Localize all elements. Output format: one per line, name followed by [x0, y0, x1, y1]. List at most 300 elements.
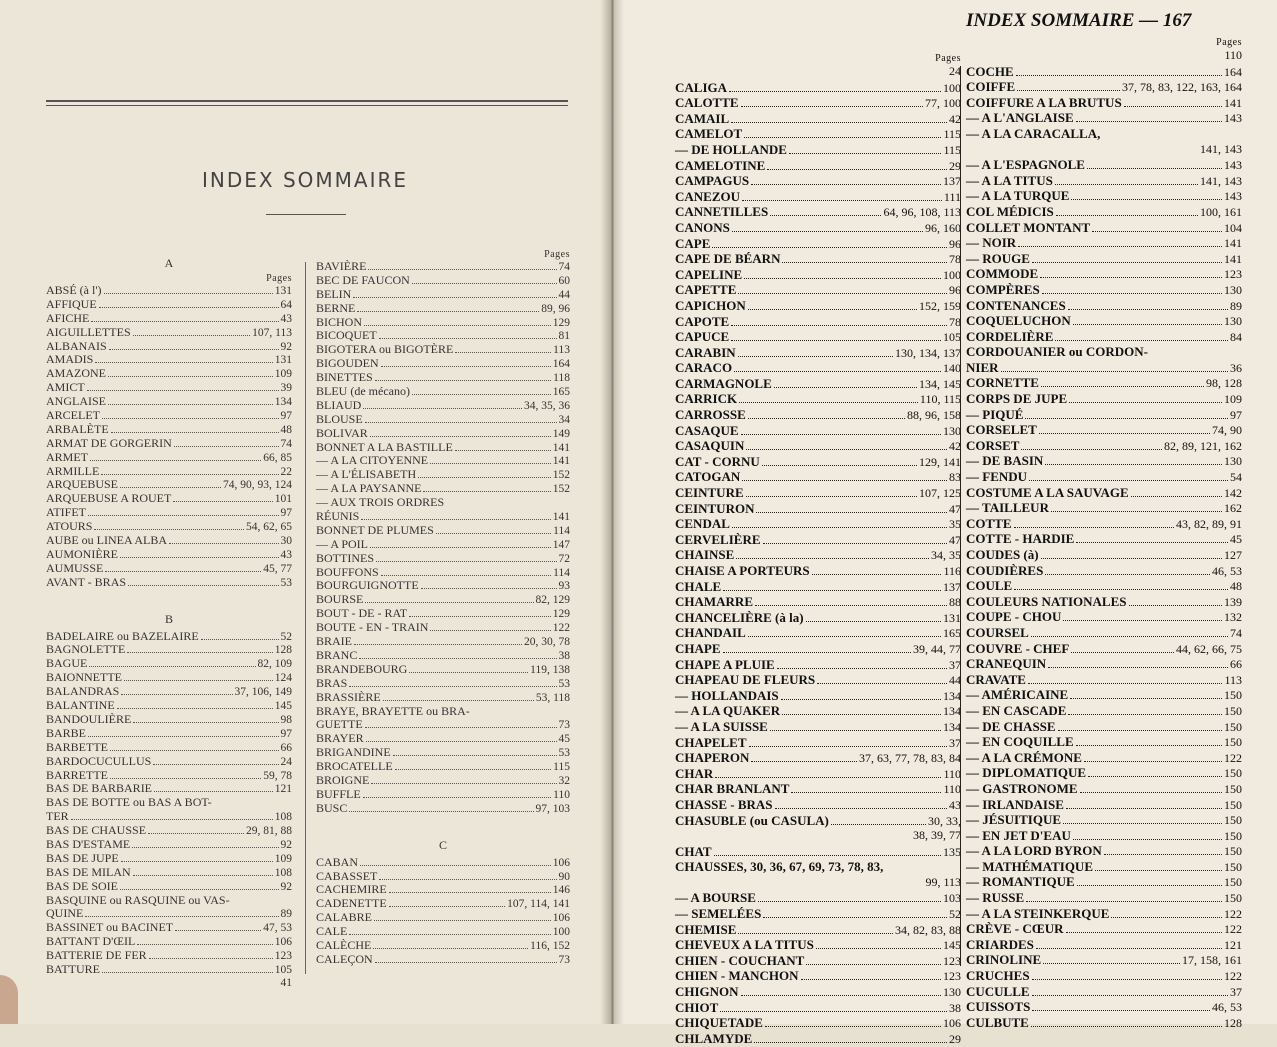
dot-leader	[1080, 792, 1222, 793]
entry-term: CHAT	[675, 843, 712, 859]
entry-pages: 100	[943, 267, 961, 282]
entry-pages: 47, 53	[263, 922, 292, 935]
entry-term: COSTUME A LA SAUVAGE	[966, 484, 1129, 500]
index-entry	[675, 781, 961, 797]
index-entry	[675, 111, 961, 127]
entry-term: CHAINSE	[675, 547, 735, 563]
entry-pages: 66	[1230, 657, 1242, 672]
index-entry	[316, 953, 570, 967]
dot-leader	[363, 408, 522, 409]
entry-pages: 89	[280, 908, 292, 921]
index-entry	[46, 562, 292, 576]
index-entry	[46, 782, 292, 796]
entry-pages: 22	[280, 465, 292, 478]
dot-leader	[354, 644, 522, 645]
index-entry	[316, 635, 570, 649]
entry-pages: 53, 118	[535, 691, 570, 704]
entry-term: CARROSSE	[675, 407, 746, 423]
entry-term: CHAPE	[675, 640, 721, 656]
index-entry	[46, 894, 292, 908]
dot-leader	[1068, 309, 1228, 310]
entry-pages: 115	[553, 761, 570, 774]
dot-leader	[137, 944, 272, 945]
entry-term: CAPE	[675, 235, 711, 251]
index-entry	[675, 345, 961, 361]
dot-leader	[120, 557, 279, 558]
index-entry	[966, 609, 1242, 625]
dot-leader	[1111, 917, 1222, 918]
entry-term: ATIFET	[46, 505, 86, 520]
dot-leader	[360, 865, 551, 866]
index-entry	[316, 607, 570, 621]
entry-pages: 110	[943, 782, 961, 797]
dot-leader	[738, 933, 893, 934]
entry-term: BLIAUD	[316, 397, 362, 412]
entry-term: CHANCELIÈRE (à la)	[675, 609, 804, 625]
dot-leader	[748, 309, 917, 310]
entry-term: COUDIÈRES	[966, 562, 1044, 578]
entry-term: ARMAT DE GORGERIN	[46, 435, 172, 450]
dot-leader	[173, 501, 272, 502]
dot-leader	[353, 297, 556, 298]
dot-leader	[365, 602, 533, 603]
index-entry	[46, 381, 292, 395]
entry-pages: 73	[558, 719, 570, 732]
entry-term: BATTERIE DE FER	[46, 948, 147, 963]
dot-leader	[409, 672, 528, 673]
entry-pages: 164	[552, 358, 570, 371]
entry-term: — EN JET D'EAU	[966, 827, 1071, 843]
entry-pages: 129, 141	[919, 454, 961, 469]
entry-pages: 44	[949, 673, 961, 688]
entry-term: COIFFURE A LA BRUTUS	[966, 94, 1122, 110]
entry-term: CAPELINE	[675, 266, 743, 282]
index-entry	[46, 741, 292, 755]
entry-pages: 152	[552, 469, 570, 482]
dot-leader	[1041, 558, 1222, 559]
dot-leader	[1084, 761, 1222, 762]
entry-term: AFICHE	[46, 310, 90, 325]
entry-pages: 128	[274, 644, 292, 657]
index-entry	[46, 520, 292, 534]
entry-pages: 132	[1224, 610, 1242, 625]
entry-pages: 106	[552, 856, 570, 869]
entry-pages: 66	[280, 741, 292, 754]
entry-term: ATOURS	[46, 519, 93, 534]
entry-pages: 38	[949, 1000, 961, 1015]
entry-pages: 20, 30, 78	[524, 636, 570, 649]
entry-pages: 109	[274, 852, 292, 865]
index-entry	[966, 906, 1242, 922]
index-entry	[966, 874, 1242, 890]
index-entry	[675, 719, 961, 735]
dot-leader	[763, 917, 947, 918]
entry-term: CALE	[316, 924, 348, 939]
index-column-c1	[675, 54, 961, 1046]
index-entry	[46, 824, 292, 838]
entry-pages: 123	[943, 953, 961, 968]
index-entry	[46, 340, 292, 354]
entry-term: — TAILLEUR	[966, 500, 1049, 516]
dot-leader	[736, 558, 929, 559]
entry-pages: 134	[943, 719, 961, 734]
entry-pages: 123	[1224, 267, 1242, 282]
index-entry	[46, 465, 292, 479]
entry-pages: 141	[552, 511, 570, 524]
entry-pages: 74, 90	[1212, 423, 1242, 438]
dot-leader	[128, 585, 278, 586]
entry-pages: 54	[1230, 470, 1242, 485]
entry-term: CARABIN	[675, 344, 736, 360]
dot-leader	[149, 958, 273, 959]
entry-pages: 139	[1224, 594, 1242, 609]
index-entry	[966, 968, 1242, 984]
dot-leader	[349, 686, 556, 687]
entry-term: CHAPERON	[675, 750, 750, 766]
index-entry	[316, 329, 570, 343]
dot-leader	[767, 169, 947, 170]
index-entry	[675, 407, 961, 423]
dot-leader	[368, 269, 556, 270]
dot-leader	[1088, 776, 1222, 777]
dot-leader	[133, 722, 278, 723]
entry-term: BAS DE MILAN	[46, 864, 131, 879]
index-entry	[966, 110, 1242, 126]
index-entry	[966, 719, 1242, 735]
dot-leader	[108, 376, 273, 377]
entry-term: BRAYER	[316, 731, 364, 746]
index-entry	[675, 688, 961, 704]
dot-leader	[1029, 480, 1228, 481]
index-entry	[46, 451, 292, 465]
entry-pages: 110	[1224, 48, 1242, 62]
entry-pages: 98	[280, 713, 292, 726]
dot-leader	[1032, 979, 1222, 980]
index-entry	[675, 579, 961, 595]
dot-leader	[758, 901, 941, 902]
index-entry	[675, 625, 961, 641]
dot-leader	[1124, 106, 1222, 107]
index-entry	[46, 312, 292, 326]
index-entry	[316, 802, 570, 816]
entry-term: CHAR BRANLANT	[675, 781, 790, 797]
index-entry	[966, 469, 1242, 485]
index-entry	[675, 282, 961, 298]
entry-term: CAPETTE	[675, 282, 737, 298]
index-entry	[675, 1000, 961, 1016]
entry-term: BASSINET ou BACINET	[46, 920, 174, 935]
index-entry	[316, 760, 570, 774]
dot-leader	[774, 387, 917, 388]
dot-leader	[101, 474, 278, 475]
index-entry	[316, 732, 570, 746]
entry-pages: 47	[949, 532, 961, 547]
dot-leader	[361, 519, 550, 520]
dot-leader	[791, 792, 941, 793]
index-entry	[316, 288, 570, 302]
entry-term: CEINTURON	[675, 500, 755, 516]
entry-term: — A BOURSE	[675, 890, 756, 906]
entry-term: CORDOUANIER ou CORDON-	[966, 344, 1149, 360]
entry-term: CASAQUE	[675, 422, 739, 438]
entry-pages: 107, 114, 141	[507, 898, 570, 911]
entry-pages: 129	[552, 608, 570, 621]
dot-leader	[1042, 293, 1222, 294]
entry-term: AVANT - BRAS	[46, 574, 127, 589]
index-entry	[966, 781, 1242, 797]
dot-leader	[746, 496, 917, 497]
index-entry	[966, 812, 1242, 828]
index-entry	[46, 395, 292, 409]
index-entry	[316, 316, 570, 330]
entry-pages: 113	[1224, 672, 1242, 687]
entry-term: CACHEMIRE	[316, 882, 387, 897]
index-entry	[966, 329, 1242, 345]
dot-leader	[781, 699, 941, 700]
dot-leader	[732, 231, 923, 232]
index-entry	[966, 313, 1242, 329]
entry-pages: 45	[1230, 532, 1242, 547]
dot-leader	[714, 855, 941, 856]
entry-term: NIER	[966, 359, 999, 375]
index-entry	[675, 828, 961, 844]
index-entry	[675, 906, 961, 922]
entry-pages: 123	[274, 950, 292, 963]
entry-term: CHIEN - COUCHANT	[675, 952, 805, 968]
dot-leader	[782, 714, 941, 715]
entry-pages: 29	[949, 158, 961, 173]
entry-pages: 38, 39, 77	[913, 828, 961, 843]
index-entry	[46, 921, 292, 935]
index-entry	[966, 547, 1242, 563]
dot-leader	[731, 122, 947, 123]
entry-term: — SEMELÉES	[675, 906, 762, 922]
dot-leader	[169, 543, 279, 544]
index-entry	[966, 188, 1242, 204]
entry-pages: 105	[274, 963, 292, 976]
entry-term: CALIGA	[675, 79, 728, 95]
entry-term: CHANDAIL	[675, 625, 746, 641]
dot-leader	[359, 658, 556, 659]
entry-term: CHAMARRE	[675, 594, 753, 610]
entry-pages: 93	[558, 580, 570, 593]
index-entry	[316, 870, 570, 884]
dot-leader	[738, 293, 947, 294]
index-entry	[675, 813, 961, 829]
entry-term: ABSÉ (à l')	[46, 283, 102, 297]
dot-leader	[363, 797, 551, 798]
section-letter: C	[438, 837, 447, 852]
dot-leader	[95, 362, 272, 363]
index-entry	[46, 796, 292, 810]
entry-term: BAS DE BARBARIE	[46, 781, 153, 796]
dot-leader	[1017, 90, 1120, 91]
dot-leader	[85, 916, 278, 917]
dot-leader	[723, 590, 941, 591]
dot-leader	[412, 394, 551, 395]
index-entry	[46, 353, 292, 367]
dot-leader	[1026, 901, 1222, 902]
dot-leader	[731, 340, 941, 341]
entry-term: CHEVEUX A LA TITUS	[675, 937, 814, 953]
entry-pages: 121	[274, 783, 292, 796]
index-entry	[966, 656, 1242, 672]
entry-pages: 110, 115	[919, 392, 961, 407]
dot-leader	[1069, 402, 1222, 403]
dot-leader	[175, 930, 261, 931]
entry-term: COULEURS NATIONALES	[966, 593, 1127, 609]
index-entry	[316, 454, 570, 468]
book-gutter	[600, 0, 624, 1024]
entry-term: BADELAIRE ou BAZELAIRE	[46, 628, 199, 643]
dot-leader	[105, 571, 261, 572]
index-entry	[46, 657, 292, 671]
entry-term: BICOQUET	[316, 328, 377, 343]
index-entry	[46, 727, 292, 741]
index-entry	[316, 482, 570, 496]
entry-pages: 129	[552, 316, 570, 329]
index-entry	[966, 360, 1242, 376]
entry-pages: 97	[280, 507, 292, 520]
dot-leader	[120, 487, 221, 488]
entry-pages: 150	[1224, 781, 1242, 796]
entry-pages: 38	[558, 649, 570, 662]
entry-pages: 83	[949, 470, 961, 485]
index-entry	[675, 314, 961, 330]
index-entry	[316, 663, 570, 677]
entry-pages: 106	[943, 1016, 961, 1031]
index-entry	[966, 594, 1242, 610]
index-entry	[46, 284, 292, 298]
entry-pages: 137	[943, 174, 961, 189]
index-entry	[316, 883, 570, 897]
dot-leader	[148, 833, 244, 834]
entry-term: BOTTINES	[316, 550, 374, 565]
dot-leader	[1077, 885, 1222, 886]
index-entry	[316, 441, 570, 455]
index-entry	[675, 890, 961, 906]
entry-pages: 146	[552, 884, 570, 897]
dot-leader	[133, 335, 251, 336]
dot-leader	[1016, 75, 1222, 76]
entry-pages: 60	[558, 274, 570, 287]
index-entry	[46, 671, 292, 685]
entry-term: — DE CHASSE	[966, 718, 1056, 734]
dot-leader	[376, 561, 557, 562]
dot-leader	[124, 680, 273, 681]
entry-pages: 113	[553, 344, 570, 357]
index-entry	[46, 576, 292, 590]
dot-leader	[1032, 995, 1228, 996]
entry-pages: 88	[949, 595, 961, 610]
entry-pages: 150	[1224, 719, 1242, 734]
entry-term: CALÈCHE	[316, 937, 372, 952]
entry-pages: 121	[1224, 937, 1242, 952]
dot-leader	[102, 972, 273, 973]
index-entry	[316, 399, 570, 413]
entry-term: — A L'ANGLAISE	[966, 110, 1074, 126]
index-entry	[966, 703, 1242, 719]
entry-pages: 34, 82, 83, 88	[895, 922, 961, 937]
entry-term: BIGOTERA ou BIGOTÈRE	[316, 342, 454, 357]
right-page	[612, 0, 1277, 1046]
pages-header: Pages	[266, 273, 292, 284]
index-column-a-b	[46, 252, 292, 991]
entry-pages: 34, 35, 36	[524, 399, 570, 412]
entry-term: COUPE - CHOU	[966, 609, 1062, 625]
dot-leader	[1066, 808, 1222, 809]
entry-term: BOURSE	[316, 592, 364, 607]
dot-leader	[1048, 667, 1228, 668]
entry-term: BUSC	[316, 800, 348, 815]
entry-pages: 35	[949, 517, 961, 532]
entry-pages: 96, 160	[925, 220, 961, 235]
dot-leader	[381, 575, 551, 576]
entry-pages: 145	[943, 938, 961, 953]
dot-leader	[744, 137, 941, 138]
entry-term: BONNET DE PLUMES	[316, 522, 434, 537]
dot-leader	[201, 639, 279, 640]
dot-leader	[1070, 698, 1222, 699]
dot-leader	[1040, 277, 1222, 278]
index-entry	[316, 260, 570, 274]
dot-leader	[831, 824, 926, 825]
entry-pages: 106	[274, 936, 292, 949]
entry-term: BARDOCUCULLUS	[46, 753, 152, 768]
entry-pages: 108	[274, 811, 292, 824]
entry-term: COUDES (à)	[966, 547, 1039, 562]
index-entry	[675, 563, 961, 579]
entry-term: COIFFE	[966, 79, 1016, 95]
entry-term: CASAQUIN	[675, 438, 745, 454]
entry-pages: 104	[1224, 220, 1242, 235]
index-entry	[46, 699, 292, 713]
dot-leader	[455, 352, 551, 353]
dot-leader	[111, 432, 279, 433]
index-entry	[966, 563, 1242, 579]
dot-leader	[763, 543, 947, 544]
entry-pages: 74	[280, 437, 292, 450]
entry-term: CANONS	[675, 219, 730, 235]
dot-leader	[108, 404, 273, 405]
entry-term: BINETTES	[316, 370, 373, 385]
entry-pages: 84	[1230, 329, 1242, 344]
index-entry	[675, 922, 961, 938]
entry-term: — AUX TROIS ORDRES	[316, 495, 445, 510]
index-entry	[316, 385, 570, 399]
dot-leader	[423, 491, 550, 492]
entry-term: — DE HOLLANDE	[675, 141, 787, 157]
entry-pages: 52	[949, 907, 961, 922]
index-entry	[966, 266, 1242, 282]
dot-leader	[1073, 324, 1222, 325]
entry-term: BRANC	[316, 647, 358, 662]
entry-pages: 17, 158, 161	[1182, 953, 1242, 968]
dot-leader	[379, 338, 557, 339]
entry-pages: 90	[558, 870, 570, 883]
index-entry	[966, 79, 1242, 95]
entry-pages: 124	[274, 672, 292, 685]
index-entry	[46, 643, 292, 657]
entry-pages: 41	[280, 976, 292, 989]
index-entry	[675, 158, 961, 174]
index-entry	[675, 438, 961, 454]
entry-pages: 54, 62, 65	[246, 521, 292, 534]
dot-leader	[806, 621, 941, 622]
entry-pages: 48	[1230, 579, 1242, 594]
entry-pages: 150	[1224, 828, 1242, 843]
dot-leader	[770, 215, 881, 216]
